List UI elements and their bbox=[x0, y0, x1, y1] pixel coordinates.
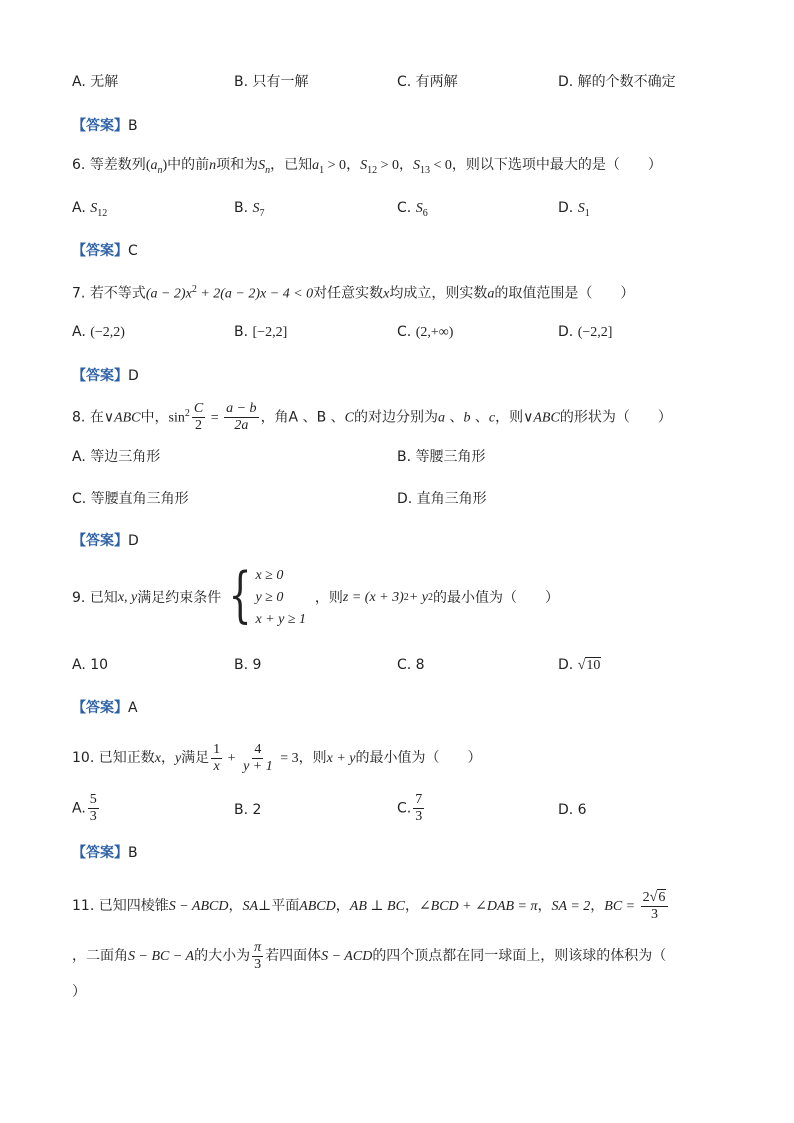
math: = 3 bbox=[276, 751, 299, 766]
answer-tag: 【答案】 bbox=[72, 845, 128, 861]
math: [−2,2] bbox=[252, 325, 288, 340]
answer-tag: 【答案】 bbox=[72, 533, 128, 549]
answer-value: C bbox=[128, 243, 138, 259]
math: S bbox=[577, 201, 585, 216]
fraction bbox=[88, 792, 99, 825]
constraint: y ≥ 0 bbox=[255, 590, 284, 605]
math: 2 bbox=[403, 592, 409, 603]
math: S bbox=[258, 158, 266, 173]
math: + bbox=[224, 751, 240, 766]
option-label: D. bbox=[558, 657, 574, 673]
text: ，则 bbox=[314, 590, 343, 606]
question-number: 11. bbox=[72, 898, 95, 914]
text: ，二面角 bbox=[72, 948, 128, 964]
q9-option-a: A. 10 bbox=[72, 657, 109, 673]
numerator: C bbox=[193, 401, 204, 417]
text: ， bbox=[404, 898, 419, 914]
math: 1 bbox=[584, 207, 590, 219]
answer-value: D bbox=[128, 533, 139, 549]
math: x bbox=[154, 751, 161, 766]
option-label: D. bbox=[558, 324, 574, 340]
text: 满足约束条件 bbox=[137, 590, 222, 606]
q9-answer bbox=[72, 697, 138, 717]
math: a bbox=[150, 158, 158, 173]
q6-option-d bbox=[558, 198, 590, 224]
denominator: x bbox=[213, 758, 220, 774]
math: BC = bbox=[604, 899, 639, 914]
text: ，则 bbox=[495, 409, 524, 426]
triangle-symbol: ∨ bbox=[103, 410, 115, 426]
q6-option-c bbox=[397, 198, 428, 224]
math: 12 bbox=[367, 164, 378, 176]
text: 平面 bbox=[271, 898, 300, 914]
brace: { bbox=[228, 560, 252, 630]
answer-tag: 【答案】 bbox=[72, 368, 128, 384]
text: ，则 bbox=[298, 750, 327, 766]
math: S − ACD bbox=[321, 949, 373, 964]
text: ， bbox=[537, 898, 552, 914]
q10-option-d: D. 6 bbox=[558, 802, 587, 818]
math: + y bbox=[408, 590, 428, 605]
math: SA bbox=[242, 899, 259, 914]
numerator: 5 bbox=[89, 792, 97, 807]
text: 均成立，则实数 bbox=[389, 285, 488, 302]
math: 13 bbox=[419, 164, 430, 176]
q7-option-d bbox=[558, 322, 612, 343]
math: ABC bbox=[114, 410, 141, 426]
option-label: C. bbox=[397, 200, 412, 216]
text: 项和为 bbox=[216, 157, 259, 173]
text: ， bbox=[335, 898, 350, 914]
q5-option-a: A. 无解 bbox=[72, 74, 119, 90]
numerator: 7 bbox=[415, 792, 423, 807]
math: AB ⊥ BC bbox=[349, 899, 405, 914]
constraint: x ≥ 0 bbox=[255, 568, 284, 583]
math: S bbox=[90, 201, 98, 216]
q9-stem bbox=[72, 560, 559, 631]
text: 对任意实数 bbox=[313, 285, 384, 302]
text: 的最小值为（ ） bbox=[355, 750, 482, 766]
q9-option-b: B. 9 bbox=[234, 657, 262, 673]
q10-option-c bbox=[397, 792, 426, 825]
math: S − BC − A bbox=[128, 949, 195, 964]
q10-option-b: B. 2 bbox=[234, 802, 262, 818]
denominator: 3 bbox=[650, 906, 658, 922]
numerator: a − b bbox=[226, 401, 257, 417]
denominator: 3 bbox=[415, 809, 423, 824]
q7-answer bbox=[72, 365, 139, 385]
q8-answer bbox=[72, 530, 139, 550]
option-label: D. bbox=[558, 200, 574, 216]
math: (2,+∞) bbox=[415, 325, 454, 340]
constraint: x + y ≥ 1 bbox=[255, 612, 306, 627]
fraction bbox=[192, 401, 205, 434]
math: (−2,2] bbox=[577, 325, 613, 340]
option-label: A. bbox=[72, 200, 86, 216]
q7-option-b bbox=[234, 322, 287, 343]
q10-answer bbox=[72, 842, 138, 862]
q8-option-d: D. 直角三角形 bbox=[397, 491, 487, 507]
math: a bbox=[312, 158, 320, 173]
math: (a − 2)x bbox=[145, 286, 192, 302]
math: 2 bbox=[184, 408, 190, 419]
answer-value: D bbox=[128, 368, 139, 384]
math: 6 bbox=[422, 207, 428, 219]
fraction bbox=[224, 401, 258, 434]
question-number: 9. bbox=[72, 590, 86, 606]
text: 、 bbox=[470, 409, 489, 426]
math: 10 bbox=[586, 658, 601, 673]
denominator: 3 bbox=[254, 956, 262, 972]
math: S bbox=[252, 201, 260, 216]
text: 的对边分别为 bbox=[354, 409, 438, 426]
math: 12 bbox=[97, 207, 108, 219]
math: SA = 2 bbox=[551, 899, 591, 914]
math: b bbox=[463, 410, 471, 426]
math: ⊥ bbox=[258, 899, 272, 914]
q11-stem-line3: ） bbox=[72, 984, 86, 1000]
question-number: 10. bbox=[72, 750, 95, 766]
math: < 0 bbox=[429, 158, 452, 173]
numerator: 4 bbox=[254, 741, 262, 757]
triangle-symbol: ∨ bbox=[523, 410, 534, 426]
text: ， bbox=[346, 157, 361, 173]
math: S bbox=[412, 158, 420, 173]
text: 已知 bbox=[89, 590, 118, 606]
q7-stem bbox=[72, 280, 634, 305]
math: S bbox=[415, 201, 423, 216]
text: 的大小为 bbox=[194, 948, 251, 964]
answer-tag: 【答案】 bbox=[72, 118, 128, 134]
text: ，已知 bbox=[270, 157, 313, 173]
radicand: 6 bbox=[658, 889, 666, 905]
text: 若不等式 bbox=[89, 285, 146, 302]
math: n bbox=[265, 164, 271, 176]
text: 等差数列 bbox=[89, 157, 146, 173]
text: 若四面体 bbox=[265, 948, 322, 964]
math: 2 bbox=[191, 284, 197, 295]
math: ABCD bbox=[299, 899, 336, 914]
text: 、 bbox=[445, 409, 464, 426]
q5-answer bbox=[72, 115, 138, 135]
question-number: 8. bbox=[72, 409, 86, 426]
math: c bbox=[488, 410, 496, 426]
text: ， bbox=[160, 750, 175, 766]
fraction bbox=[252, 940, 263, 973]
option-label: C. bbox=[397, 800, 412, 817]
q9-option-c: C. 8 bbox=[397, 657, 425, 673]
denominator: 3 bbox=[89, 809, 97, 824]
q6-option-b bbox=[234, 198, 265, 224]
option-label: B. bbox=[234, 324, 249, 340]
q6-answer bbox=[72, 240, 138, 260]
q11-stem-line1 bbox=[72, 886, 670, 927]
answer-value: B bbox=[128, 845, 138, 861]
q10-stem bbox=[72, 740, 482, 777]
question-number: 7. bbox=[72, 285, 86, 302]
math: x + y bbox=[326, 751, 356, 766]
text: 的取值范围是（ ） bbox=[494, 285, 635, 302]
text: 中， bbox=[140, 409, 169, 426]
math: n bbox=[209, 158, 217, 173]
math: 7 bbox=[259, 207, 265, 219]
text: 的形状为（ ） bbox=[559, 409, 672, 426]
text: 满足 bbox=[181, 750, 210, 766]
math: 2 bbox=[427, 592, 433, 603]
math: a bbox=[438, 410, 445, 426]
math: = bbox=[207, 410, 223, 426]
answer-value: B bbox=[128, 118, 138, 134]
math: a bbox=[487, 286, 495, 302]
constraint-rows bbox=[255, 565, 306, 631]
answer-value: A bbox=[128, 700, 138, 716]
q10-option-a bbox=[72, 792, 101, 825]
option-label: A. bbox=[72, 800, 86, 817]
answer-tag: 【答案】 bbox=[72, 243, 128, 259]
sqrt-symbol: √ bbox=[577, 658, 586, 673]
text: ， bbox=[398, 157, 413, 173]
numerator: π bbox=[254, 939, 262, 955]
math: > 0 bbox=[377, 158, 399, 173]
constraint-system bbox=[221, 560, 306, 631]
q6-option-a bbox=[72, 198, 107, 224]
numerator: 1 bbox=[213, 741, 221, 757]
text: 在 bbox=[89, 409, 104, 426]
text: ， bbox=[590, 898, 605, 914]
math: z = (x + 3) bbox=[342, 590, 404, 605]
math: n bbox=[157, 164, 163, 176]
math: ABC bbox=[533, 410, 560, 426]
q5-option-b: B. 只有一解 bbox=[234, 74, 309, 90]
option-label: A. bbox=[72, 324, 86, 340]
math: C bbox=[344, 410, 354, 426]
text: ， bbox=[228, 898, 243, 914]
q8-option-c: C. 等腰直角三角形 bbox=[72, 491, 189, 507]
math: > 0 bbox=[324, 158, 347, 173]
denominator: 2 bbox=[195, 418, 203, 434]
text: 的四个顶点都在同一球面上，则该球的体积为（ bbox=[372, 948, 667, 964]
q8-option-b: B. 等腰三角形 bbox=[397, 449, 486, 465]
math: y bbox=[174, 751, 182, 766]
q5-option-d: D. 解的个数不确定 bbox=[558, 74, 676, 90]
answer-tag: 【答案】 bbox=[72, 700, 128, 716]
denominator: y + 1 bbox=[243, 758, 273, 774]
q7-option-a bbox=[72, 322, 125, 343]
text: 已知四棱锥 bbox=[98, 898, 169, 914]
text: 已知正数 bbox=[98, 750, 155, 766]
q8-option-a: A. 等边三角形 bbox=[72, 449, 161, 465]
math: (−2,2) bbox=[90, 325, 125, 340]
q8-stem bbox=[72, 396, 672, 437]
q9-option-d bbox=[558, 655, 601, 676]
q5-option-c: C. 有两解 bbox=[397, 74, 458, 90]
math: x, y bbox=[117, 590, 138, 605]
fraction bbox=[413, 792, 424, 825]
numerator: 2 bbox=[642, 889, 650, 905]
fraction bbox=[241, 742, 275, 775]
text: ，则以下选项中最大的是（ ） bbox=[451, 157, 662, 173]
math: 1 bbox=[319, 164, 325, 176]
math: S − ABCD bbox=[168, 899, 229, 914]
option-label: B. bbox=[234, 200, 249, 216]
math: ∠BCD + ∠DAB = π bbox=[418, 899, 538, 914]
q7-option-c bbox=[397, 322, 453, 343]
fraction: $\frac{2√6}{3}$ bbox=[641, 890, 669, 923]
math: x bbox=[383, 286, 390, 302]
question-number: 6. bbox=[72, 157, 86, 173]
text: 的最小值为（ ） bbox=[432, 590, 559, 606]
text: ，角A 、B 、 bbox=[260, 409, 345, 426]
fraction bbox=[211, 742, 222, 775]
math: + 2(a − 2)x − 4 < 0 bbox=[196, 286, 314, 302]
q6-stem: 6. 等差数列$(a_n)$中的前n项和为$S_n$，已知$a_1 > 0$，$S_{12} > 0$，$S_{13} < 0$，则以下选项中最大的是（ ） bbox=[72, 157, 662, 176]
q11-stem-line2 bbox=[72, 938, 666, 975]
text: 中的前 bbox=[167, 157, 210, 173]
math: S bbox=[360, 158, 368, 173]
option-label: C. bbox=[397, 324, 412, 340]
denominator: 2a bbox=[234, 418, 249, 434]
math: sin bbox=[168, 410, 185, 426]
